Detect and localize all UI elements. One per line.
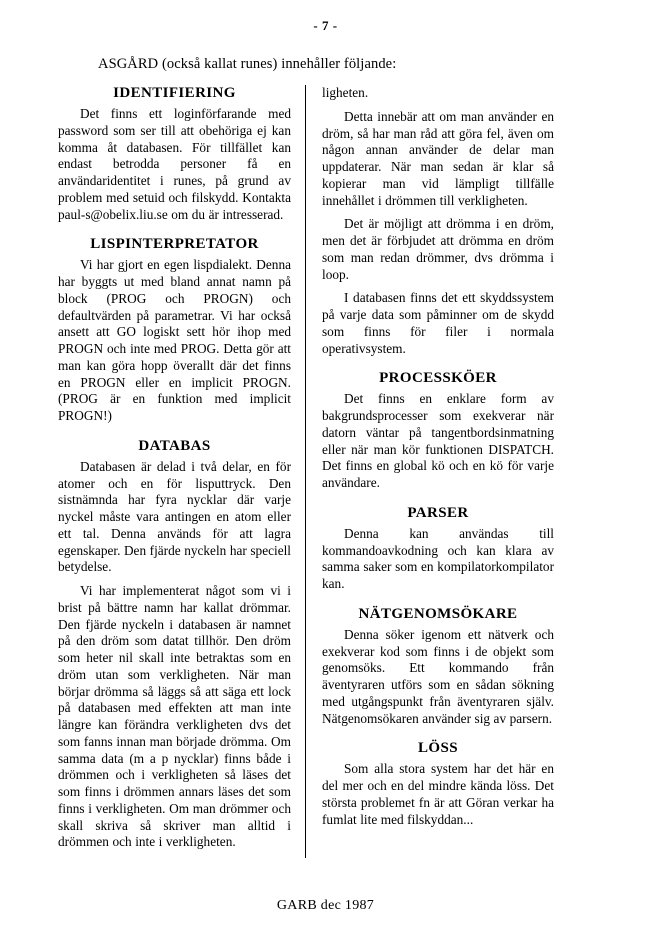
paragraph: Vi har gjort en egen lispdialekt. Denna har byggts ut med bland annat namn på block (PROG och PROGN) och defaultvärden på parametrar. Vi har också ansett att GO logiskt sett hör ihop med PROGN och inte med PROG. Detta gör att man kan göra hopp överallt där det finns en PROGN eller en implicit PROGN. (PROG är en funktion med implicit PROGN!) xyxy=(58,257,291,423)
section-heading-identifiering: IDENTIFIERING xyxy=(113,85,236,101)
section-heading-parser: PARSER xyxy=(407,504,469,521)
paragraph: Denna söker igenom ett nätverk och exekverar kod som finns i de objekt som genomsöks. Ett kommando från äventyraren utförs som en sådan sökning med utgångspunkt från äventyraren själv. Nätgenomsökaren använder sig av parsern. xyxy=(322,626,554,726)
section-heading-lispinterpretator: LISPINTERPRETATOR xyxy=(90,236,259,253)
paragraph: Databasen är delad i två delar, en för atomer och en för lisputtryck. Den sistnämnda har fyra nycklar där varje nyckel måste vara antingen en atom eller ett tal. Denna används för att lagra egenskaper. Den fjärde nyckeln har speciell betydelse. xyxy=(58,458,291,575)
page-number: - 7 - xyxy=(313,18,338,33)
paragraph: I databasen finns det ett skyddssystem på varje data som påminner om de skydd som finns för filer i normala operativsystem. xyxy=(322,290,554,356)
two-column-body xyxy=(58,85,593,858)
paragraph: Det finns ett loginförfarande med password som ser till att obehöriga ej kan komma åt databasen. För tillfället kan endast betrodda personer få en användaridentitet i runes, på grund av problem med setuid och filskydd. Kontakta paul-s@obelix.liu.se om du är intresserad. xyxy=(58,106,291,222)
paragraph: Vi har implementerat något som vi i brist på bättre namn har kallat drömmar. Den fjärde nyckeln i databasen är namnet på den dröm som datat tillhör. Den dröm som heter nil skall inte betraktas som en dröm utan som verkligheten. När man börjar drömma så läggs så att säga ett lock på databasen med effekten att man inte längre kan förändra verkligheten dvs det som fanns innan man började drömma. Om samma data (m a p nycklar) finns både i drömmen och i verkligheten så läses det som finns i drömmen annars läses det som finns i verkligheten. Om man drömmer och skall skriva så skriver man alltid i drömmen och inte i verkligheten. xyxy=(58,583,291,850)
left-column xyxy=(58,85,306,858)
paragraph: Denna kan användas till kommandoavkodning och kan klara av samma saker som en kompilatorkompilator kan. xyxy=(322,525,554,591)
continuation-line: ligheten. xyxy=(322,85,369,100)
paragraph: Som alla stora system har det här en del mer och en del mindre kända löss. Det största problemet fn är att Göran verkar ha fumlat lite med filskyddan... xyxy=(322,761,554,827)
paragraph: Det finns en enklare form av bakgrundsprocesser som exekverar när datorn väntar på tangentbordsinmatning eller när man kör funktionen DISPATCH. Det finns en global kö och en kö för varje användare. xyxy=(322,391,554,490)
section-heading-processkoer: PROCESSKÖER xyxy=(379,370,497,387)
section-heading-loss: LÖSS xyxy=(418,740,458,757)
paragraph: Det är möjligt att drömma i en dröm, men det är förbjudet att drömma en dröm som man redan drömmer, dvs drömma i loop. xyxy=(322,216,554,282)
right-column xyxy=(306,85,554,835)
section-heading-databas: DATABAS xyxy=(138,437,211,454)
section-heading-natgenomsokare: NÄTGENOMSÖKARE xyxy=(358,605,518,622)
page-footer: GARB dec 1987 xyxy=(276,898,375,913)
intro-line: ASGÅRD (också kallat runes) innehåller följande: xyxy=(98,56,397,72)
paragraph: Detta innebär att om man använder en dröm, så har man råd att göra fel, även om någon annan använder de delar man uppdaterar. När man sedan är klar så kopierar man vid lämpligt tillfälle innehållet i drömmen till verkligheten. xyxy=(322,108,554,208)
